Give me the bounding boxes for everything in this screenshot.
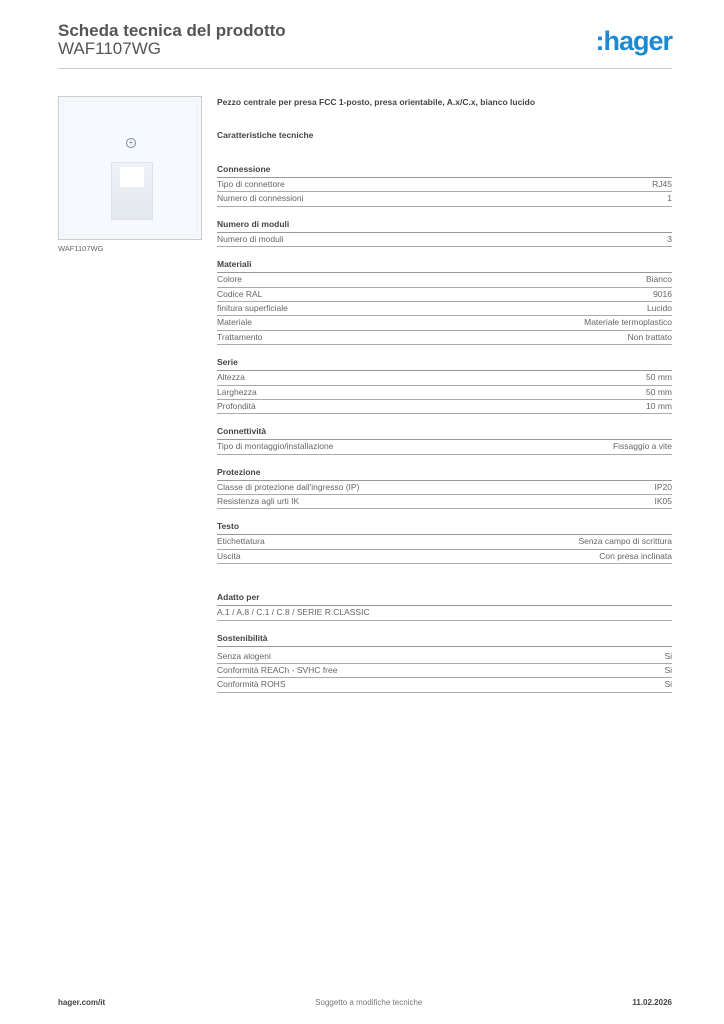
- spec-row: [217, 273, 672, 287]
- spec-value: 1: [667, 193, 672, 204]
- section-title: Sostenibilità: [217, 630, 672, 647]
- section-title: Connettività: [217, 423, 672, 440]
- footer: [58, 998, 672, 1007]
- spec-row: [217, 316, 672, 330]
- spec-label: Classe di protezione dall'ingresso (IP): [217, 481, 360, 492]
- spec-row: [217, 650, 672, 664]
- spec-value: Senza campo di scrittura: [578, 536, 672, 547]
- spec-value: 50 mm: [646, 386, 672, 397]
- spec-label: Senza alogeni: [217, 650, 271, 661]
- cover-plate: [63, 101, 197, 235]
- spec-row: [217, 233, 672, 247]
- spec-title: Caratteristiche tecniche: [217, 130, 314, 140]
- header-divider: [58, 68, 672, 69]
- product-code: WAF1107WG: [58, 39, 161, 58]
- section-title: Protezione: [217, 464, 672, 481]
- spec-row: [217, 495, 672, 509]
- spec-label: Tipo di connettore: [217, 179, 285, 189]
- spec-section: [217, 423, 672, 454]
- spec-label: Numero di connessioni: [217, 193, 304, 204]
- section-title: Testo: [217, 518, 672, 535]
- page-title: Scheda tecnica del prodotto: [58, 21, 286, 40]
- spec-row: [217, 440, 672, 454]
- spec-section: [217, 256, 672, 345]
- screw-icon: +: [126, 138, 136, 148]
- spec-row: [217, 386, 672, 400]
- spec-row: [217, 400, 672, 414]
- spec-value: Si: [664, 650, 672, 661]
- spec-label: finitura superficiale: [217, 302, 288, 313]
- spec-label: Profondità: [217, 400, 256, 411]
- spec-section: [217, 518, 672, 564]
- spec-row: [217, 664, 672, 678]
- spec-label: Etichettatura: [217, 536, 265, 547]
- spec-value: IK05: [654, 496, 672, 507]
- spec-section: [217, 354, 672, 414]
- spec-label: A.1 / A.8 / C.1 / C.8 / SERIE R.CLASSIC: [217, 607, 370, 618]
- spec-row: [217, 302, 672, 316]
- spec-area: [217, 96, 672, 693]
- spec-label: Conformità REACh - SVHC free: [217, 665, 338, 676]
- spec-label: Codice RAL: [217, 288, 263, 299]
- spec-row: [217, 535, 672, 549]
- spec-value: 50 mm: [646, 372, 672, 383]
- footer-note: Soggetto a modifiche tecniche: [315, 998, 423, 1007]
- spec-row: [217, 550, 672, 564]
- product-description: Pezzo centrale per presa FCC 1-posto, presa orientabile, A.x/C.x, bianco lucido: [217, 97, 536, 107]
- footer-date: 11.02.2026: [632, 998, 672, 1007]
- spec-row: [217, 192, 672, 206]
- spec-value: IP20: [654, 481, 672, 492]
- section-title: Serie: [217, 354, 672, 371]
- spec-row: [217, 331, 672, 345]
- spec-label: Larghezza: [217, 386, 257, 397]
- product-image: [58, 96, 202, 240]
- spec-value: Si: [664, 665, 672, 676]
- spec-row: [217, 288, 672, 302]
- spec-label: Resistenza agli urti IK: [217, 496, 300, 507]
- section-title: Numero di moduli: [217, 216, 672, 233]
- spec-label: Colore: [217, 274, 243, 285]
- section-title: Adatto per: [217, 589, 672, 606]
- spec-value: Non trattato: [627, 331, 672, 342]
- spec-section: [217, 216, 672, 247]
- image-caption: WAF1107WG: [58, 244, 104, 253]
- spec-section: [217, 464, 672, 510]
- spec-row: [217, 178, 672, 192]
- footer-website-link[interactable]: hager.com/it: [58, 998, 106, 1007]
- spec-value: RJ45: [652, 179, 672, 189]
- spec-value: Con presa inclinata: [599, 550, 672, 561]
- spec-label: Materiale: [217, 317, 252, 328]
- spec-value: 10 mm: [646, 400, 672, 411]
- spec-value: Materiale termoplastico: [584, 317, 672, 328]
- spec-value: Si: [664, 679, 672, 690]
- spec-value: Lucido: [646, 302, 672, 313]
- spec-label: Trattamento: [217, 331, 263, 342]
- spec-row: [217, 371, 672, 385]
- section-title: Materiali: [217, 256, 672, 273]
- spec-label: Uscita: [217, 550, 241, 561]
- spec-label: Numero di moduli: [217, 233, 284, 244]
- section-title: Connessione: [217, 161, 672, 178]
- spec-label: Altezza: [217, 372, 245, 383]
- spec-row: [217, 678, 672, 692]
- spec-value: Fissaggio a vite: [612, 441, 672, 452]
- spec-section: [217, 161, 672, 207]
- spec-label: Tipo di montaggio/installazione: [217, 441, 334, 452]
- hager-logo: :hager: [595, 26, 672, 56]
- spec-sections: [217, 161, 672, 693]
- spec-section: [217, 589, 672, 620]
- spec-row: [217, 481, 672, 495]
- spec-label: Conformità ROHS: [217, 679, 286, 690]
- spec-row: [217, 606, 672, 620]
- spec-value: 3: [667, 233, 672, 244]
- spec-value: 9016: [653, 288, 672, 299]
- spec-section: [217, 630, 672, 693]
- spec-value: Bianco: [646, 274, 672, 285]
- rj45-socket: [111, 162, 153, 220]
